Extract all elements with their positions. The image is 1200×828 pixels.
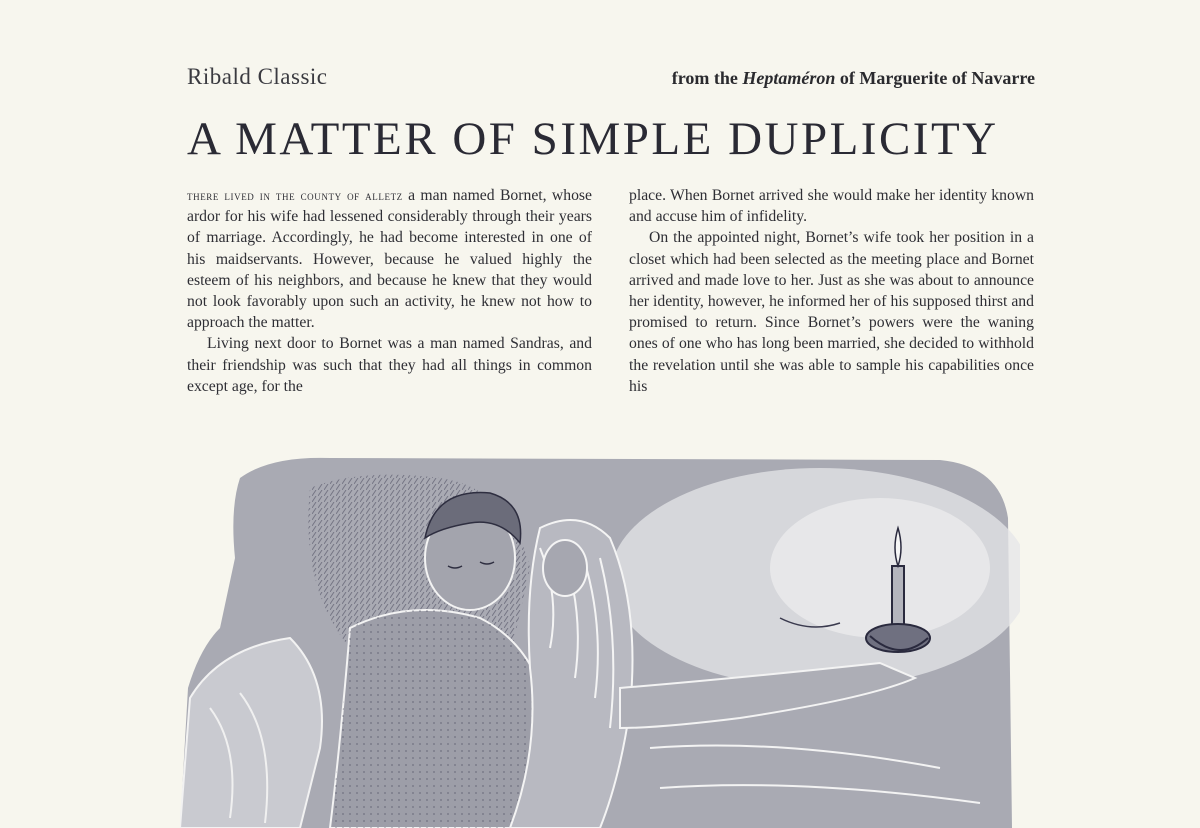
source-attribution xyxy=(672,68,1035,89)
source-title: Heptaméron xyxy=(742,68,836,88)
article-title: A MATTER OF SIMPLE DUPLICITY xyxy=(187,113,999,165)
paragraph: place. When Bornet arrived she would make her identity known and accuse him of infidelity. xyxy=(629,187,1034,226)
text-column-left xyxy=(187,185,592,397)
source-suffix: of Marguerite of Navarre xyxy=(835,68,1035,88)
bedroom-illustration xyxy=(180,448,1020,828)
paragraph-text: a man named Bornet, whose ardor for his wife had lessened considerably through their years of marriage. Accordingly, he had become interested in one of his maidservants. However, because he valued highly the esteem of his neighbors, and because he knew that they would not look favorably upon such an activity, he knew not how to approach the matter. xyxy=(187,187,593,332)
text-column-right xyxy=(629,185,1034,397)
section-label: Ribald Classic xyxy=(187,64,328,89)
lead-in-smallcaps: there lived in the county of alletz xyxy=(187,188,403,203)
paragraph: Living next door to Bornet was a man named Sandras, and their friendship was such that they had all things in common except age, for the xyxy=(187,335,592,395)
paragraph: On the appointed night, Bornet’s wife took her position in a closet which had been selected as the meeting place and Bornet arrived and made love to her. Just as she was about to announce her identity, however, he informed her of his supposed thirst and promised to return. Since Bornet’s powers were the waning ones of one who has long been married, she decided to withhold the revelation until she was able to sample his capabilities once his xyxy=(629,229,1034,395)
paragraph xyxy=(187,185,592,333)
source-prefix: from the xyxy=(671,68,743,88)
